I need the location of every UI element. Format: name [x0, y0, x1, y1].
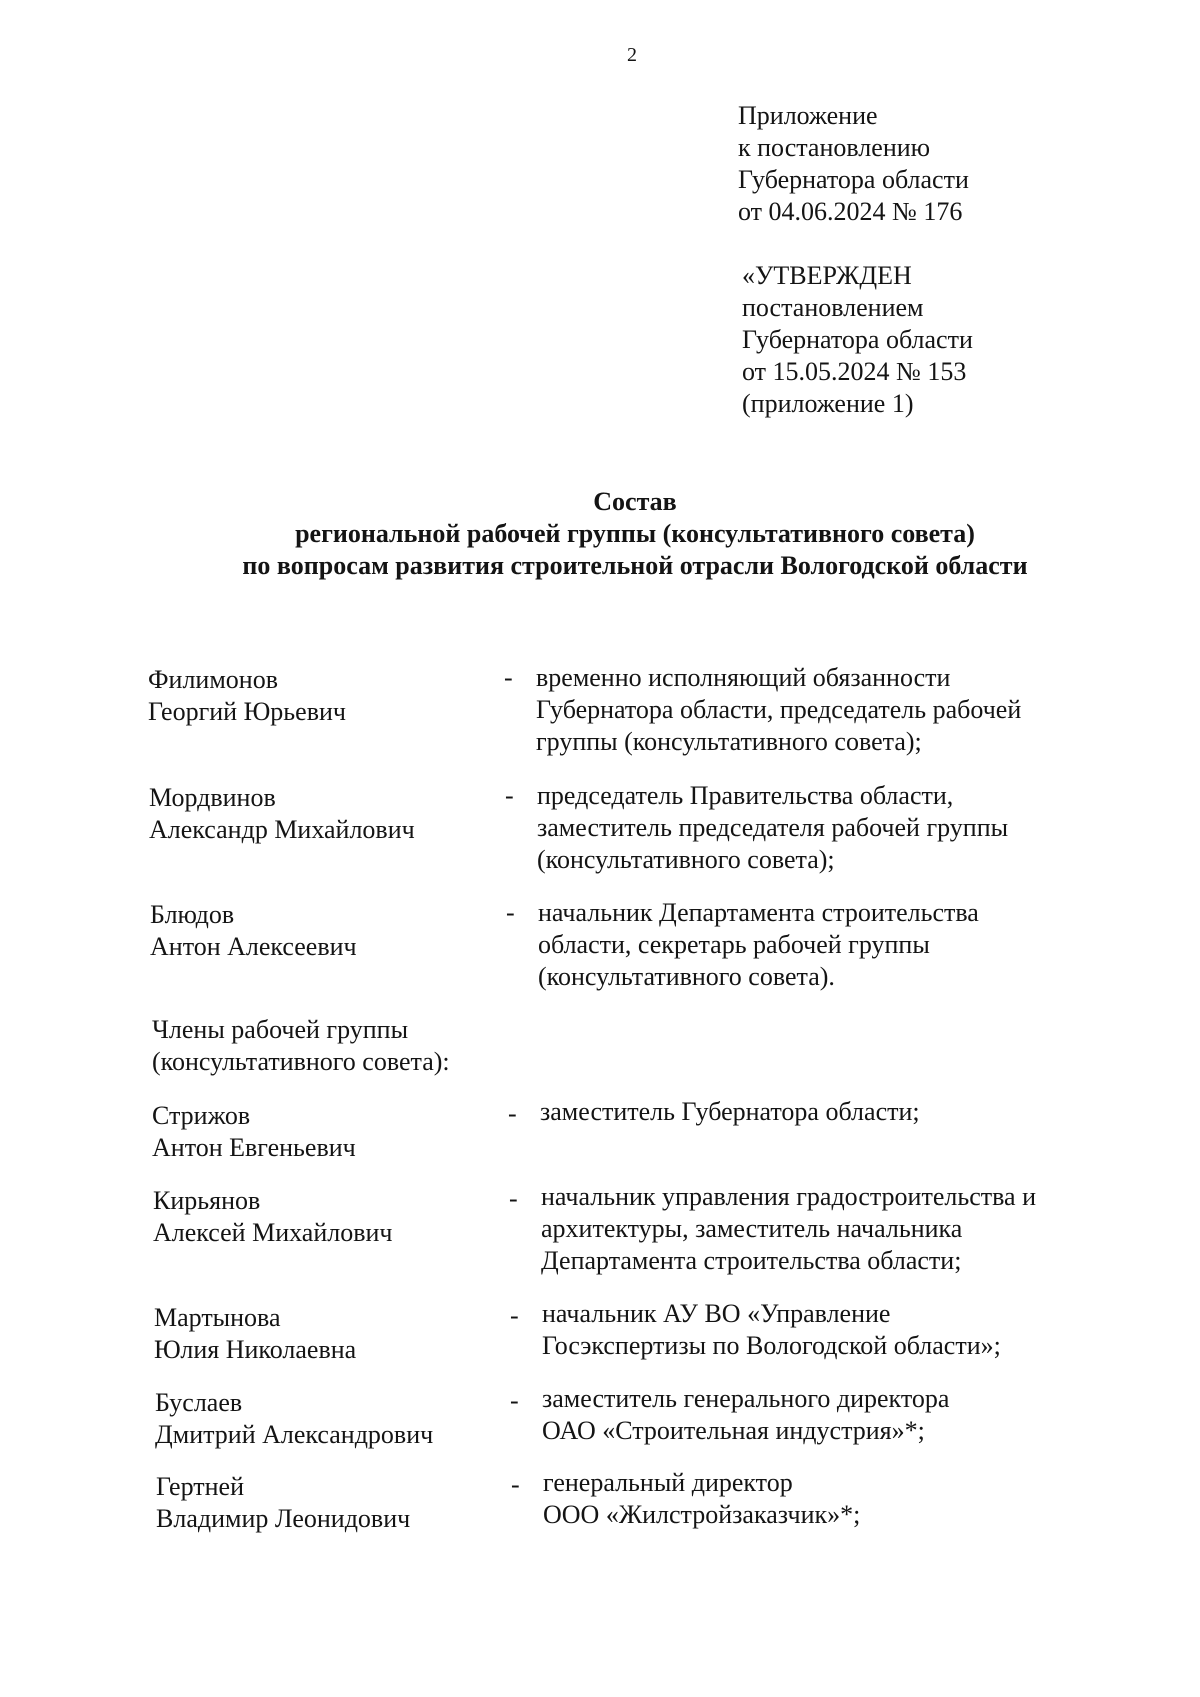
approved-line: «УТВЕРЖДЕН — [742, 261, 912, 290]
member-role — [538, 897, 979, 993]
title-line: региональной рабочей группы (консультативного совета) — [295, 519, 975, 548]
member-role — [537, 780, 1008, 876]
approved-block — [742, 260, 973, 420]
member-name — [150, 899, 357, 963]
member-role — [536, 662, 1021, 758]
dash-separator: - — [510, 1386, 519, 1415]
role-line: (консультативного совета); — [537, 845, 835, 874]
appendix-line: Губернатора области — [738, 165, 969, 194]
dash-separator: - — [511, 1470, 520, 1499]
members-heading-line: Члены рабочей группы — [152, 1015, 409, 1044]
member-name — [148, 664, 346, 728]
dash-separator: - — [505, 781, 514, 810]
member-given-name: Антон Евгеньевич — [152, 1133, 356, 1162]
member-name — [155, 1387, 433, 1451]
member-given-name: Дмитрий Александрович — [155, 1420, 434, 1449]
member-given-name: Алексей Михайлович — [153, 1218, 393, 1247]
role-line: председатель Правительства области, — [537, 781, 954, 810]
title-line: по вопросам развития строительной отрасли Вологодской области — [242, 551, 1028, 580]
member-role — [542, 1383, 949, 1447]
role-line: начальник АУ ВО «Управление — [542, 1299, 891, 1328]
role-line: ОАО «Строительная индустрия»*; — [542, 1416, 925, 1445]
member-surname: Гертней — [156, 1472, 244, 1501]
approved-line: от 15.05.2024 № 153 — [742, 357, 967, 386]
role-line: Губернатора области, председатель рабочей — [536, 695, 1022, 724]
role-line: начальник Департамента строительства — [538, 898, 979, 927]
member-surname: Стрижов — [152, 1101, 251, 1130]
appendix-line: Приложение — [738, 101, 878, 130]
member-role — [541, 1181, 1036, 1277]
role-line: заместитель председателя рабочей группы — [537, 813, 1009, 842]
appendix-line: к постановлению — [738, 133, 931, 162]
member-name — [156, 1471, 410, 1535]
member-role — [542, 1298, 1001, 1362]
member-name — [152, 1100, 356, 1164]
document-title — [0, 486, 1200, 582]
member-given-name: Юлия Николаевна — [154, 1335, 357, 1364]
member-surname: Филимонов — [148, 665, 278, 694]
members-heading — [152, 1014, 450, 1078]
dash-separator: - — [510, 1301, 519, 1330]
members-heading-line: (консультативного совета): — [152, 1047, 450, 1076]
dash-separator: - — [508, 1099, 517, 1128]
member-name — [154, 1302, 356, 1366]
member-role — [540, 1096, 920, 1128]
dash-separator: - — [504, 663, 513, 692]
member-given-name: Александр Михайлович — [149, 815, 415, 844]
member-surname: Блюдов — [150, 900, 235, 929]
role-line: Департамента строительства области; — [541, 1246, 962, 1275]
approved-line: постановлением — [742, 293, 924, 322]
member-surname: Мартынова — [154, 1303, 281, 1332]
approved-line: (приложение 1) — [742, 389, 914, 418]
member-surname: Мордвинов — [149, 783, 276, 812]
dash-separator: - — [506, 898, 515, 927]
role-line: (консультативного совета). — [538, 962, 835, 991]
role-line: области, секретарь рабочей группы — [538, 930, 930, 959]
member-name — [153, 1185, 392, 1249]
member-given-name: Антон Алексеевич — [150, 932, 357, 961]
role-line: заместитель генерального директора — [542, 1384, 950, 1413]
member-given-name: Георгий Юрьевич — [148, 697, 346, 726]
role-line: временно исполняющий обязанности — [536, 663, 951, 692]
role-line: генеральный директор — [543, 1468, 793, 1497]
role-line: начальник управления градостроительства и — [541, 1182, 1036, 1211]
member-name — [149, 782, 415, 846]
role-line: заместитель Губернатора области; — [540, 1097, 920, 1126]
member-given-name: Владимир Леонидович — [156, 1504, 411, 1533]
page-number: 2 — [627, 44, 637, 66]
dash-separator: - — [509, 1184, 518, 1213]
appendix-line: от 04.06.2024 № 176 — [738, 197, 963, 226]
role-line: архитектуры, заместитель начальника — [541, 1214, 963, 1243]
role-line: группы (консультативного совета); — [536, 727, 922, 756]
approved-line: Губернатора области — [742, 325, 973, 354]
title-line: Состав — [593, 487, 677, 516]
member-role — [543, 1467, 860, 1531]
member-surname: Буслаев — [155, 1388, 243, 1417]
role-line: Госэкспертизы по Вологодской области»; — [542, 1331, 1001, 1360]
appendix-block — [738, 100, 969, 228]
member-surname: Кирьянов — [153, 1186, 261, 1215]
role-line: ООО «Жилстройзаказчик»*; — [543, 1500, 861, 1529]
